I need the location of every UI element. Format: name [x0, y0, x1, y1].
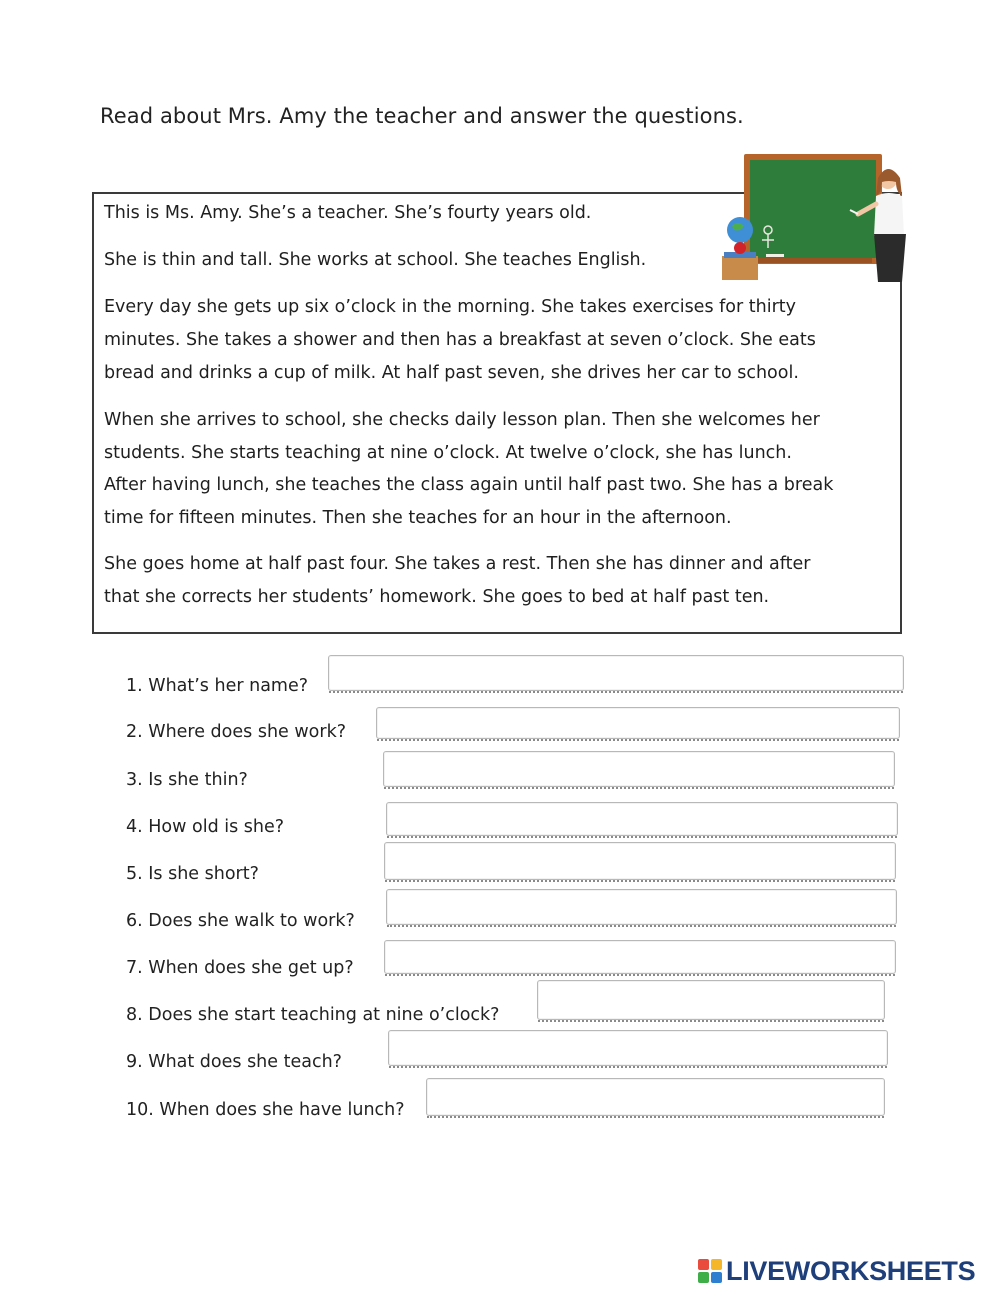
- question-label: 3. Is she thin?: [126, 770, 248, 790]
- teacher-at-chalkboard-icon: [718, 152, 910, 284]
- answer-input-7[interactable]: [384, 940, 896, 974]
- passage-line: minutes. She takes a shower and then has a breakfast at seven o’clock. She eats: [104, 330, 816, 350]
- passage-line: This is Ms. Amy. She’s a teacher. She’s fourty years old.: [104, 203, 592, 223]
- question-label: 7. When does she get up?: [126, 958, 354, 978]
- passage-line: She is thin and tall. She works at school. She teaches English.: [104, 250, 647, 270]
- answer-input-4[interactable]: [386, 802, 898, 836]
- logo-text: LIVEWORKSHEETS: [726, 1255, 976, 1286]
- question-label: 5. Is she short?: [126, 864, 259, 884]
- answer-input-3[interactable]: [383, 751, 895, 787]
- question-label: 10. When does she have lunch?: [126, 1100, 405, 1120]
- worksheet-title: Read about Mrs. Amy the teacher and answer the questions.: [100, 104, 744, 128]
- question-label: 9. What does she teach?: [126, 1052, 342, 1072]
- answer-input-8[interactable]: [537, 980, 885, 1020]
- passage-line: students. She starts teaching at nine o’clock. At twelve o’clock, she has lunch.: [104, 443, 792, 463]
- answer-input-1[interactable]: [328, 655, 904, 691]
- passage-line: She goes home at half past four. She takes a rest. Then she has dinner and after: [104, 554, 811, 574]
- answer-input-5[interactable]: [384, 842, 896, 880]
- answer-input-2[interactable]: [376, 707, 900, 739]
- passage-line: Every day she gets up six o’clock in the morning. She takes exercises for thirty: [104, 297, 796, 317]
- passage-line: bread and drinks a cup of milk. At half past seven, she drives her car to school.: [104, 363, 799, 383]
- question-label: 4. How old is she?: [126, 817, 285, 837]
- liveworksheets-logo-icon: [698, 1259, 722, 1283]
- question-label: 1. What’s her name?: [126, 676, 309, 696]
- liveworksheets-logo: [698, 1256, 975, 1286]
- passage-line: After having lunch, she teaches the class again until half past two. She has a break: [104, 475, 834, 495]
- question-label: 2. Where does she work?: [126, 722, 346, 742]
- answer-input-9[interactable]: [388, 1030, 888, 1066]
- question-label: 8. Does she start teaching at nine o’clock?: [126, 1005, 500, 1025]
- passage-line: time for fifteen minutes. Then she teaches for an hour in the afternoon.: [104, 508, 732, 528]
- passage-line: that she corrects her students’ homework. She goes to bed at half past ten.: [104, 587, 770, 607]
- passage-line: When she arrives to school, she checks daily lesson plan. Then she welcomes her: [104, 410, 820, 430]
- answer-input-6[interactable]: [386, 889, 897, 925]
- question-label: 6. Does she walk to work?: [126, 911, 355, 931]
- answer-input-10[interactable]: [426, 1078, 885, 1116]
